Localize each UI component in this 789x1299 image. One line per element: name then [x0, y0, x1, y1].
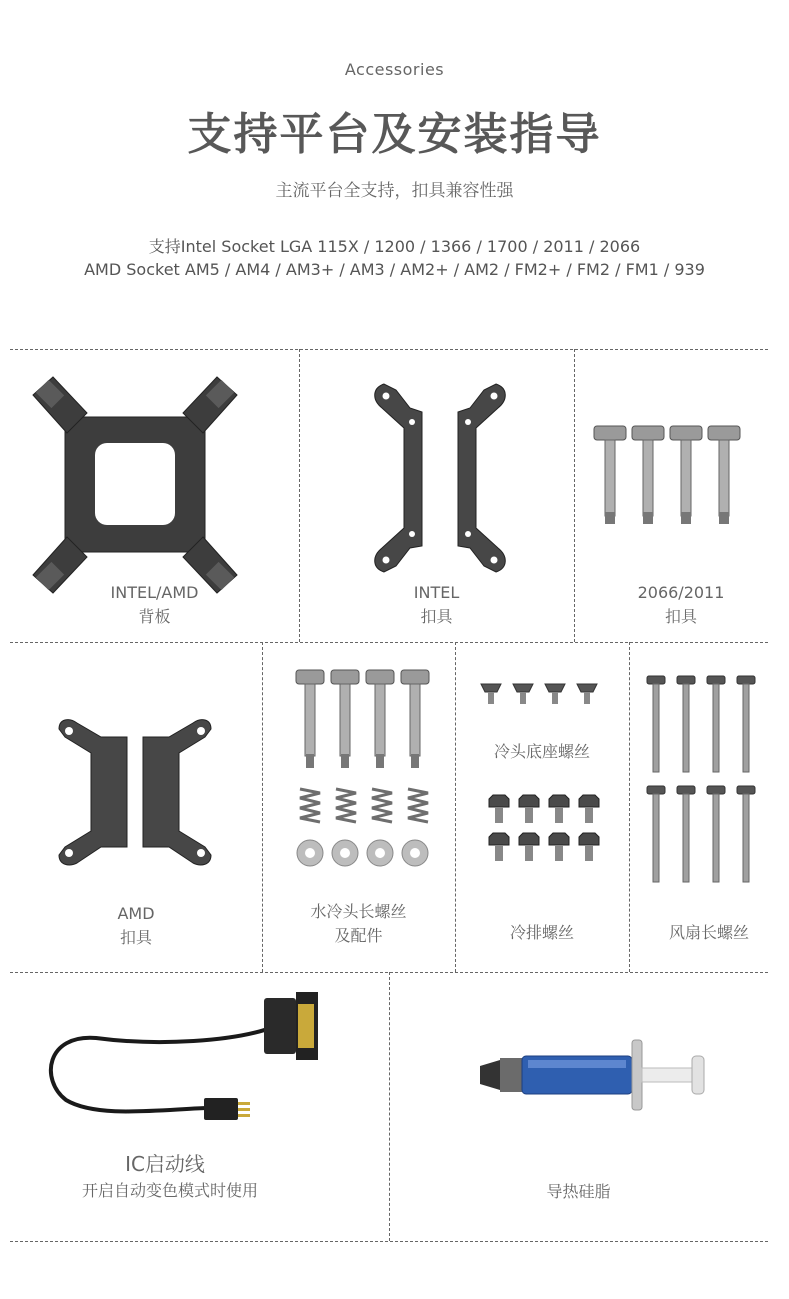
washer-icon: [296, 838, 430, 868]
ic-cable-sublabel: 开启自动变色模式时使用: [81, 1181, 258, 1200]
intel-bracket-sublabel: 扣具: [420, 607, 453, 626]
base-screws-label: 冷头底座螺丝: [493, 742, 590, 761]
waterblock-screws-label: 水冷头长螺丝: [310, 902, 407, 921]
backplate-icon: [25, 375, 245, 595]
fan-screws-label: 风扇长螺丝: [668, 923, 749, 942]
grid-divider: [10, 642, 768, 643]
cable-icon: [36, 990, 336, 1135]
spring-icon: [298, 785, 428, 825]
page-title: 支持平台及安装指导: [187, 109, 602, 160]
amd-bracket-icon: [55, 715, 215, 870]
page-subtitle: 主流平台全支持，扣具兼容性强: [275, 181, 514, 201]
grid-divider: [10, 349, 768, 350]
long-screw-icon: [294, 668, 434, 770]
fan-screw-icon: [645, 676, 757, 884]
amd-bracket-sublabel: 扣具: [119, 928, 152, 947]
thumbscrew-icon: [592, 424, 762, 528]
small-screw-icon: [479, 680, 599, 706]
thermal-paste-label: 导热硅脂: [546, 1182, 611, 1201]
bracket-2066-label: 2066/2011: [637, 583, 725, 602]
section-kicker: Accessories: [344, 60, 445, 79]
amd-platform-list: AMD Socket AM5 / AM4 / AM3+ / AM3 / AM2+ / AM2 / FM2+ / FM2 / FM1 / 939: [84, 260, 705, 279]
amd-bracket-label: AMD: [117, 904, 155, 923]
intel-platform-list: 支持Intel Socket LGA 115X / 1200 / 1366 / 1700 / 2011 / 2066: [148, 237, 641, 256]
intel-bracket-icon: [370, 378, 510, 578]
intel-bracket-label: INTEL: [413, 583, 460, 602]
bracket-2066-sublabel: 扣具: [664, 607, 697, 626]
ic-cable-label: IC启动线: [125, 1152, 205, 1176]
radiator-screws-label: 冷排螺丝: [509, 923, 574, 942]
backplate-label: INTEL/AMD: [110, 583, 199, 602]
grid-divider: [10, 1241, 768, 1242]
backplate-sublabel: 背板: [138, 607, 171, 626]
waterblock-screws-sublabel: 及配件: [334, 926, 383, 945]
hex-screw-icon: [487, 795, 603, 867]
syringe-icon: [476, 1038, 712, 1114]
